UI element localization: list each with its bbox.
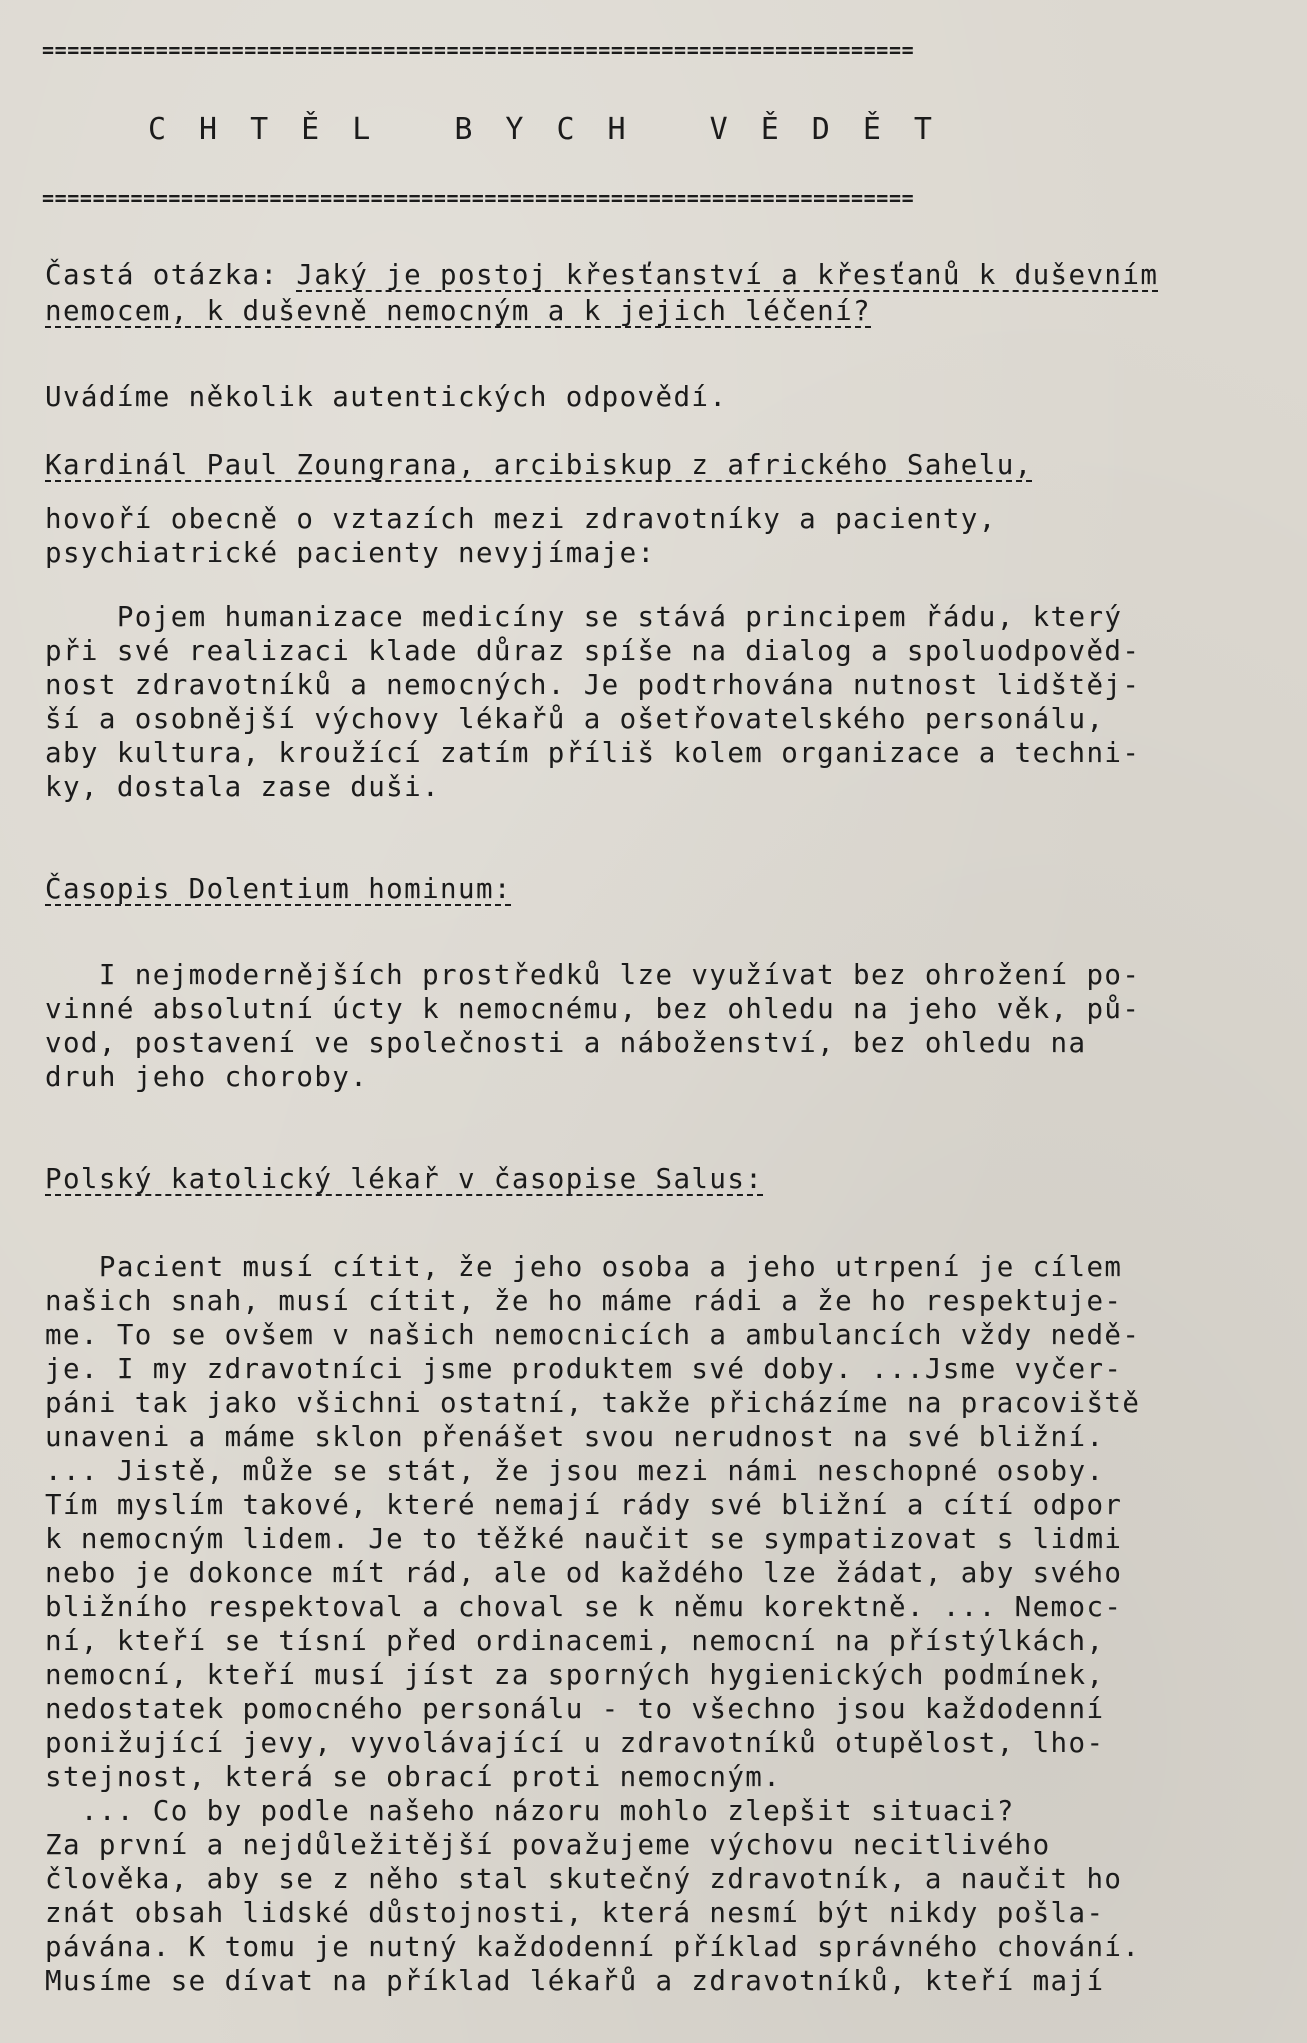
section3-quote-line: unaveni a máme sklon přenášet svou nerudnost na své bližní. xyxy=(45,1421,1105,1453)
section3-quote-line: ... Jistě, může se stát, že jsou mezi námi neschopné osoby. xyxy=(45,1455,1105,1487)
section1-heading: Kardinál Paul Zoungrana, arcibiskup z afrického Sahelu, xyxy=(45,449,1033,481)
section3-quote-line: našich snah, musí cítit, že ho máme rádi a že ho respektuje- xyxy=(45,1285,1123,1317)
section1-quote-line: při své realizaci klade důraz spíše na dialog a spoluodpověd- xyxy=(45,635,1141,667)
section3-quote-line: Musíme se dívat na příklad lékařů a zdravotníků, kteří mají xyxy=(45,1965,1105,1997)
section3-quote-line: ponižující jevy, vyvolávající u zdravotníků otupělost, lho- xyxy=(45,1727,1105,1759)
section2-quote-line: vinné absolutní úcty k nemocnému, bez ohledu na jeho věk, pů- xyxy=(45,993,1141,1025)
intro-text: Uvádíme několik autentických odpovědí. xyxy=(45,381,728,413)
section3-quote-line: je. I my zdravotníci jsme produktem své doby. ...Jsme vyčer- xyxy=(45,1353,1123,1385)
section1-quote-line: nost zdravotníků a nemocných. Je podtrhována nutnost lidštěj- xyxy=(45,669,1141,701)
section3-quote-line: ní, kteří se tísní před ordinacemi, nemocní na přístýlkách, xyxy=(45,1625,1105,1657)
section3-quote-line: nedostatek pomocného personálu - to všechno jsou každodenní xyxy=(45,1693,1105,1725)
section2-quote-line: I nejmodernějších prostředků lze využívat bez ohrožení po- xyxy=(45,959,1141,991)
section1-quote-line: ší a osobnější výchovy lékařů a ošetřovatelského personálu, xyxy=(45,703,1105,735)
section3-heading: Polský katolický lékař v časopise Salus: xyxy=(45,1163,764,1195)
section3-quote-line: ... Co by podle našeho názoru mohlo zlepšit situaci? xyxy=(45,1795,1015,1827)
section3-quote-line: k nemocným lidem. Je to těžké naučit se sympatizovat s lidmi xyxy=(45,1523,1123,1555)
section3-quote-line: nemocní, kteří musí jíst za sporných hygienických podmínek, xyxy=(45,1659,1105,1691)
question-prefix: Častá otázka: xyxy=(45,259,297,291)
section2-heading: Časopis Dolentium hominum: xyxy=(45,873,512,905)
bottom-double-rule: ===================================================================== xyxy=(42,188,915,208)
section2-quote-line: druh jeho choroby. xyxy=(45,1061,369,1093)
section3-quote-line: me. To se ovšem v našich nemocnicích a ambulancích vždy nedě- xyxy=(45,1319,1141,1351)
section2-quote-line: vod, postavení ve společnosti a náboženství, bez ohledu na xyxy=(45,1027,1087,1059)
question-line-1 xyxy=(45,258,1158,292)
top-double-rule: ===================================================================== xyxy=(42,40,915,60)
section1-quote-line: Pojem humanizace medicíny se stává principem řádu, který xyxy=(45,601,1123,633)
section3-quote-line: člověka, aby se z něho stal skutečný zdravotník, a naučit ho xyxy=(45,1863,1123,1895)
page-title: CHTĚL BYCH VĚDĚT xyxy=(148,112,965,147)
section3-quote-line: bližního respektoval a choval se k němu korektně. ... Nemoc- xyxy=(45,1591,1123,1623)
section3-quote-line: stejnost, která se obrací proti nemocným. xyxy=(45,1761,782,1793)
section3-quote-line: Pacient musí cítit, že jeho osoba a jeho utrpení je cílem xyxy=(45,1251,1123,1283)
section1-quote-line: ky, dostala zase duši. xyxy=(45,771,441,803)
section1-line: psychiatrické pacienty nevyjímaje: xyxy=(45,537,656,569)
section1-line: hovoří obecně o vztazích mezi zdravotníky a pacienty, xyxy=(45,503,997,535)
section3-quote-line: pávána. K tomu je nutný každodenní příklad správného chování. xyxy=(45,1931,1141,1963)
question-underlined-1: Jaký je postoj křesťanství a křesťanů k duševním xyxy=(296,259,1159,291)
question-line-2 xyxy=(45,294,871,328)
section3-quote-line: Tím myslím takové, které nemají rády své bližní a cítí odpor xyxy=(45,1489,1123,1521)
question-underlined-2: nemocem, k duševně nemocným a k jejich léčení? xyxy=(45,295,871,327)
section3-quote-line: páni tak jako všichni ostatní, takže přicházíme na pracoviště xyxy=(45,1387,1141,1419)
section3-quote-line: znát obsah lidské důstojnosti, která nesmí být nikdy pošla- xyxy=(45,1897,1105,1929)
section3-quote-line: Za první a nejdůležitější považujeme výchovu necitlivého xyxy=(45,1829,1051,1861)
section3-quote-line: nebo je dokonce mít rád, ale od každého lze žádat, aby svého xyxy=(45,1557,1123,1589)
section1-quote-line: aby kultura, kroužící zatím příliš kolem organizace a techni- xyxy=(45,737,1141,769)
